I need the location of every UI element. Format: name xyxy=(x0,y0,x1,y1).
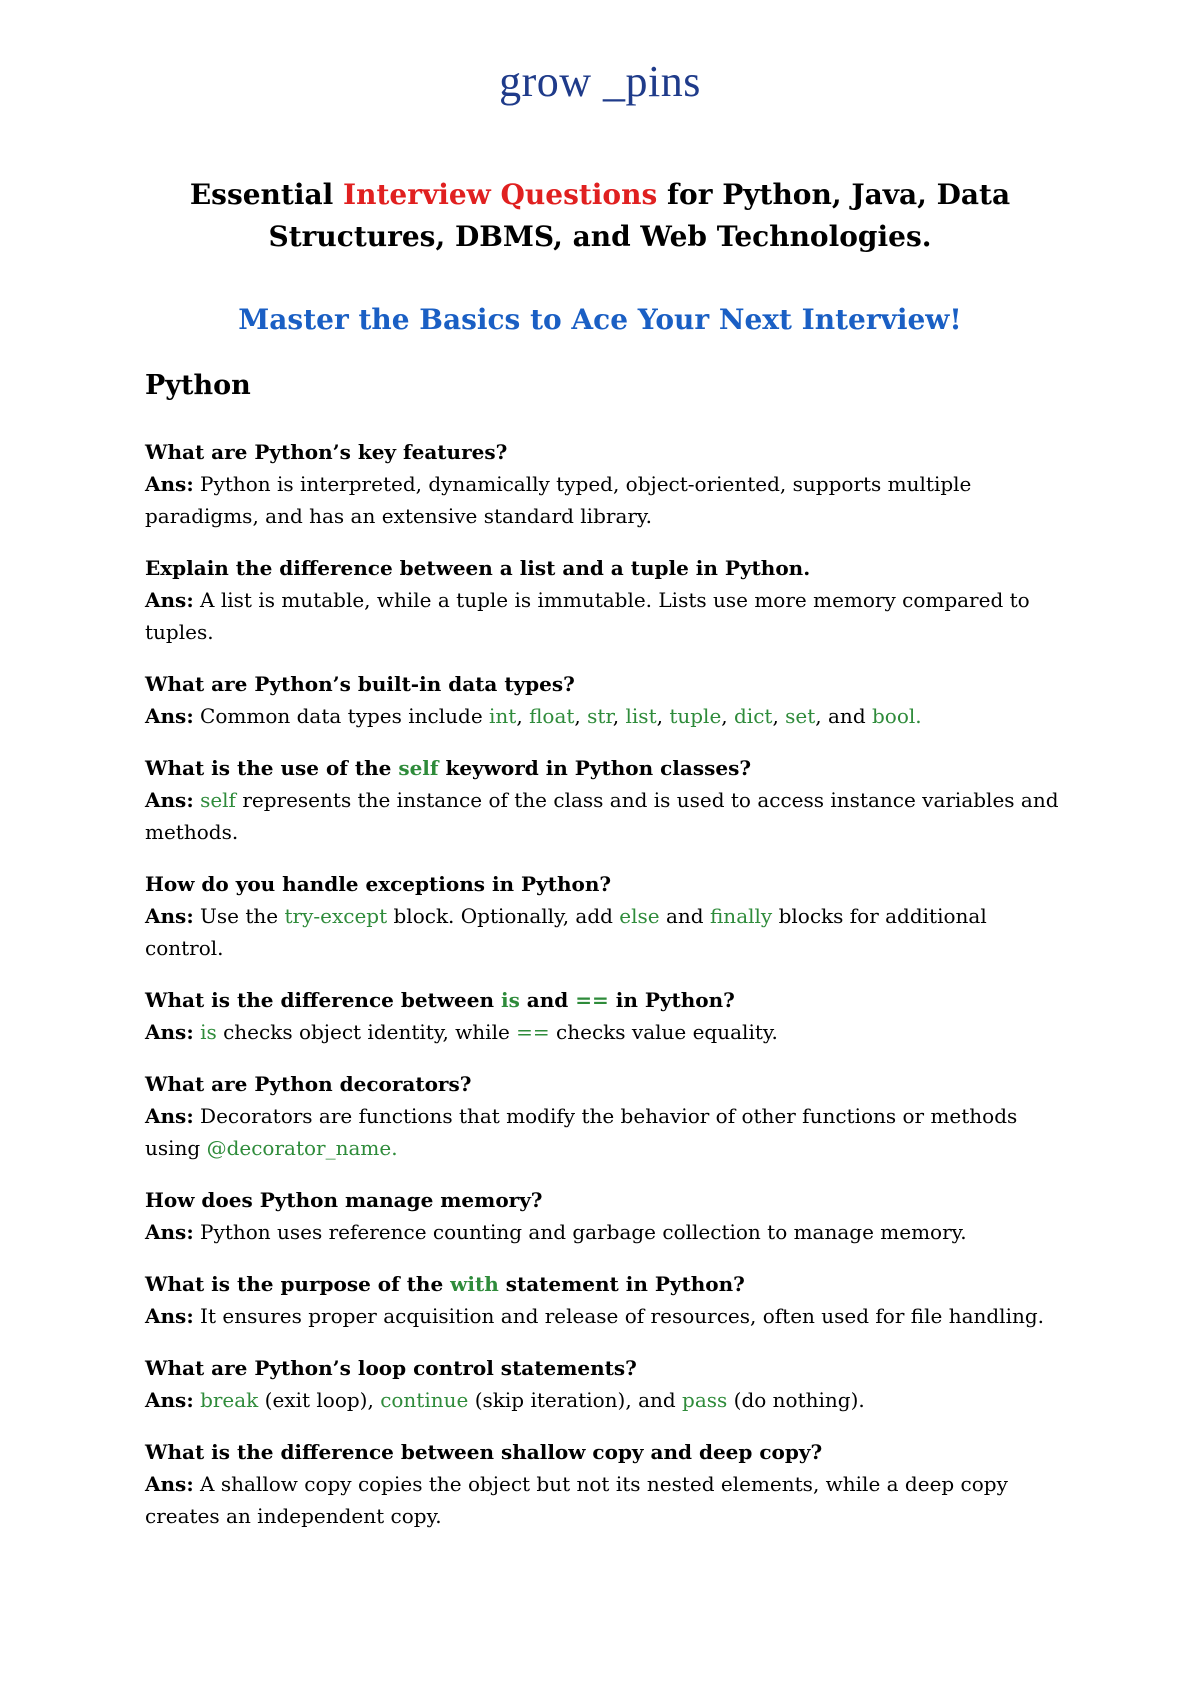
answer-label: Ans: xyxy=(145,1104,194,1128)
answer-text: (exit loop), xyxy=(258,1388,381,1412)
code-keyword: tuple xyxy=(669,704,722,728)
section-title-python: Python xyxy=(145,370,251,401)
code-keyword: with xyxy=(450,1272,499,1296)
qa-item xyxy=(145,868,1065,964)
answer-text: A shallow copy copies the object but not its nested elements, while a deep copy creates an independent copy. xyxy=(145,1472,1008,1528)
qa-list xyxy=(145,436,1065,1552)
qa-item xyxy=(145,1436,1065,1532)
answer-text: checks object identity, while xyxy=(216,1020,517,1044)
code-keyword: else xyxy=(619,904,660,928)
code-keyword: == xyxy=(575,988,609,1012)
question-text: What is the difference between xyxy=(145,988,501,1012)
code-keyword: int xyxy=(489,704,517,728)
question xyxy=(145,752,1065,784)
question xyxy=(145,1436,1065,1468)
answer xyxy=(145,1016,1065,1048)
answer xyxy=(145,468,1065,532)
answer-text: Common data types include xyxy=(193,704,490,728)
code-keyword: break xyxy=(200,1388,259,1412)
answer-text: blocks for additional control. xyxy=(145,904,987,960)
answer-text: checks value equality. xyxy=(549,1020,778,1044)
answer-text: Python uses reference counting and garbage collection to manage memory. xyxy=(193,1220,967,1244)
question xyxy=(145,1184,1065,1216)
answer-text: block. Optionally, add xyxy=(387,904,620,928)
page-tagline: Master the Basics to Ace Your Next Interview! xyxy=(238,303,962,336)
question xyxy=(145,436,1065,468)
answer xyxy=(145,584,1065,648)
question-text: What are Python’s built-in data types? xyxy=(145,672,575,696)
answer-text: It ensures proper acquisition and release of resources, often used for file handling. xyxy=(193,1304,1045,1328)
question xyxy=(145,1352,1065,1384)
question-text: What are Python decorators? xyxy=(145,1072,472,1096)
answer xyxy=(145,1300,1065,1332)
answer-label: Ans: xyxy=(145,704,194,728)
question xyxy=(145,984,1065,1016)
answer xyxy=(145,1100,1065,1164)
code-keyword: pass xyxy=(682,1388,728,1412)
code-keyword: try-except xyxy=(284,904,388,928)
code-keyword: is xyxy=(200,1020,217,1044)
code-keyword: continue xyxy=(380,1388,469,1412)
brand-watermark: grow _pins xyxy=(499,57,701,106)
question-text: How does Python manage memory? xyxy=(145,1188,543,1212)
answer-text: , xyxy=(721,704,734,728)
question-text: What is the difference between shallow copy and deep copy? xyxy=(145,1440,823,1464)
answer-label: Ans: xyxy=(145,904,194,928)
answer-text: A list is mutable, while a tuple is immutable. Lists use more memory compared to tuples. xyxy=(145,588,1030,644)
answer-label: Ans: xyxy=(145,1388,194,1412)
question xyxy=(145,1068,1065,1100)
code-keyword: self xyxy=(398,756,439,780)
answer-text: , and xyxy=(815,704,872,728)
answer-text: , xyxy=(516,704,530,728)
question xyxy=(145,1268,1065,1300)
answer-label: Ans: xyxy=(145,1472,194,1496)
answer-text: (skip iteration), and xyxy=(468,1388,683,1412)
answer-text: Python is interpreted, dynamically typed, object-oriented, supports multiple paradigms, and has an extensive standard library. xyxy=(145,472,972,528)
code-keyword: str xyxy=(587,704,613,728)
qa-item xyxy=(145,552,1065,648)
answer xyxy=(145,1216,1065,1248)
question xyxy=(145,552,1065,584)
answer-label: Ans: xyxy=(145,1304,194,1328)
code-keyword: bool. xyxy=(871,704,922,728)
page-headline xyxy=(130,174,1070,258)
qa-item xyxy=(145,1352,1065,1416)
answer-text: represents the instance of the class and is used to access instance variables and methods. xyxy=(145,788,1059,844)
qa-item xyxy=(145,984,1065,1048)
code-keyword: is xyxy=(500,988,520,1012)
answer-text: , xyxy=(612,704,626,728)
answer-label: Ans: xyxy=(145,472,194,496)
qa-item xyxy=(145,436,1065,532)
answer-label: Ans: xyxy=(145,588,194,612)
answer xyxy=(145,1468,1065,1532)
answer-text: and xyxy=(659,904,710,928)
question-text: in Python? xyxy=(608,988,735,1012)
code-keyword: finally xyxy=(709,904,773,928)
answer-text: , xyxy=(574,704,588,728)
answer-text: , xyxy=(656,704,670,728)
qa-item xyxy=(145,1184,1065,1248)
answer xyxy=(145,1384,1065,1416)
question-text: What is the use of the xyxy=(145,756,399,780)
answer xyxy=(145,784,1065,848)
answer-label: Ans: xyxy=(145,1220,194,1244)
code-keyword: float xyxy=(529,704,575,728)
headline-part-2: for Python, Java, Data Structures, DBMS, and Web Technologies. xyxy=(268,178,1011,253)
qa-item xyxy=(145,668,1065,732)
question xyxy=(145,868,1065,900)
question-text: and xyxy=(519,988,576,1012)
answer-label: Ans: xyxy=(145,788,194,812)
code-keyword: self xyxy=(200,788,236,812)
question-text: statement in Python? xyxy=(498,1272,745,1296)
question-text: Explain the difference between a list and a tuple in Python. xyxy=(145,556,811,580)
answer xyxy=(145,900,1065,964)
code-keyword: @decorator_name. xyxy=(206,1136,398,1160)
answer-label: Ans: xyxy=(145,1020,194,1044)
answer-text: Decorators are functions that modify the behavior of other functions or methods using xyxy=(145,1104,1018,1160)
answer-text: Use the xyxy=(193,904,285,928)
answer-text: (do nothing). xyxy=(727,1388,865,1412)
question-text: keyword in Python classes? xyxy=(438,756,752,780)
question-text: What are Python’s key features? xyxy=(145,440,508,464)
code-keyword: set xyxy=(785,704,816,728)
headline-highlight: Interview Questions xyxy=(342,178,658,211)
question-text: What are Python’s loop control statements? xyxy=(145,1356,637,1380)
answer xyxy=(145,700,1065,732)
question-text: How do you handle exceptions in Python? xyxy=(145,872,612,896)
question-text: What is the purpose of the xyxy=(145,1272,451,1296)
answer-text: , xyxy=(772,704,786,728)
qa-item xyxy=(145,752,1065,848)
qa-item xyxy=(145,1268,1065,1332)
question xyxy=(145,668,1065,700)
code-keyword: == xyxy=(516,1020,550,1044)
code-keyword: list xyxy=(625,704,657,728)
qa-item xyxy=(145,1068,1065,1164)
code-keyword: dict xyxy=(734,704,773,728)
headline-part-1: Essential xyxy=(189,178,343,211)
